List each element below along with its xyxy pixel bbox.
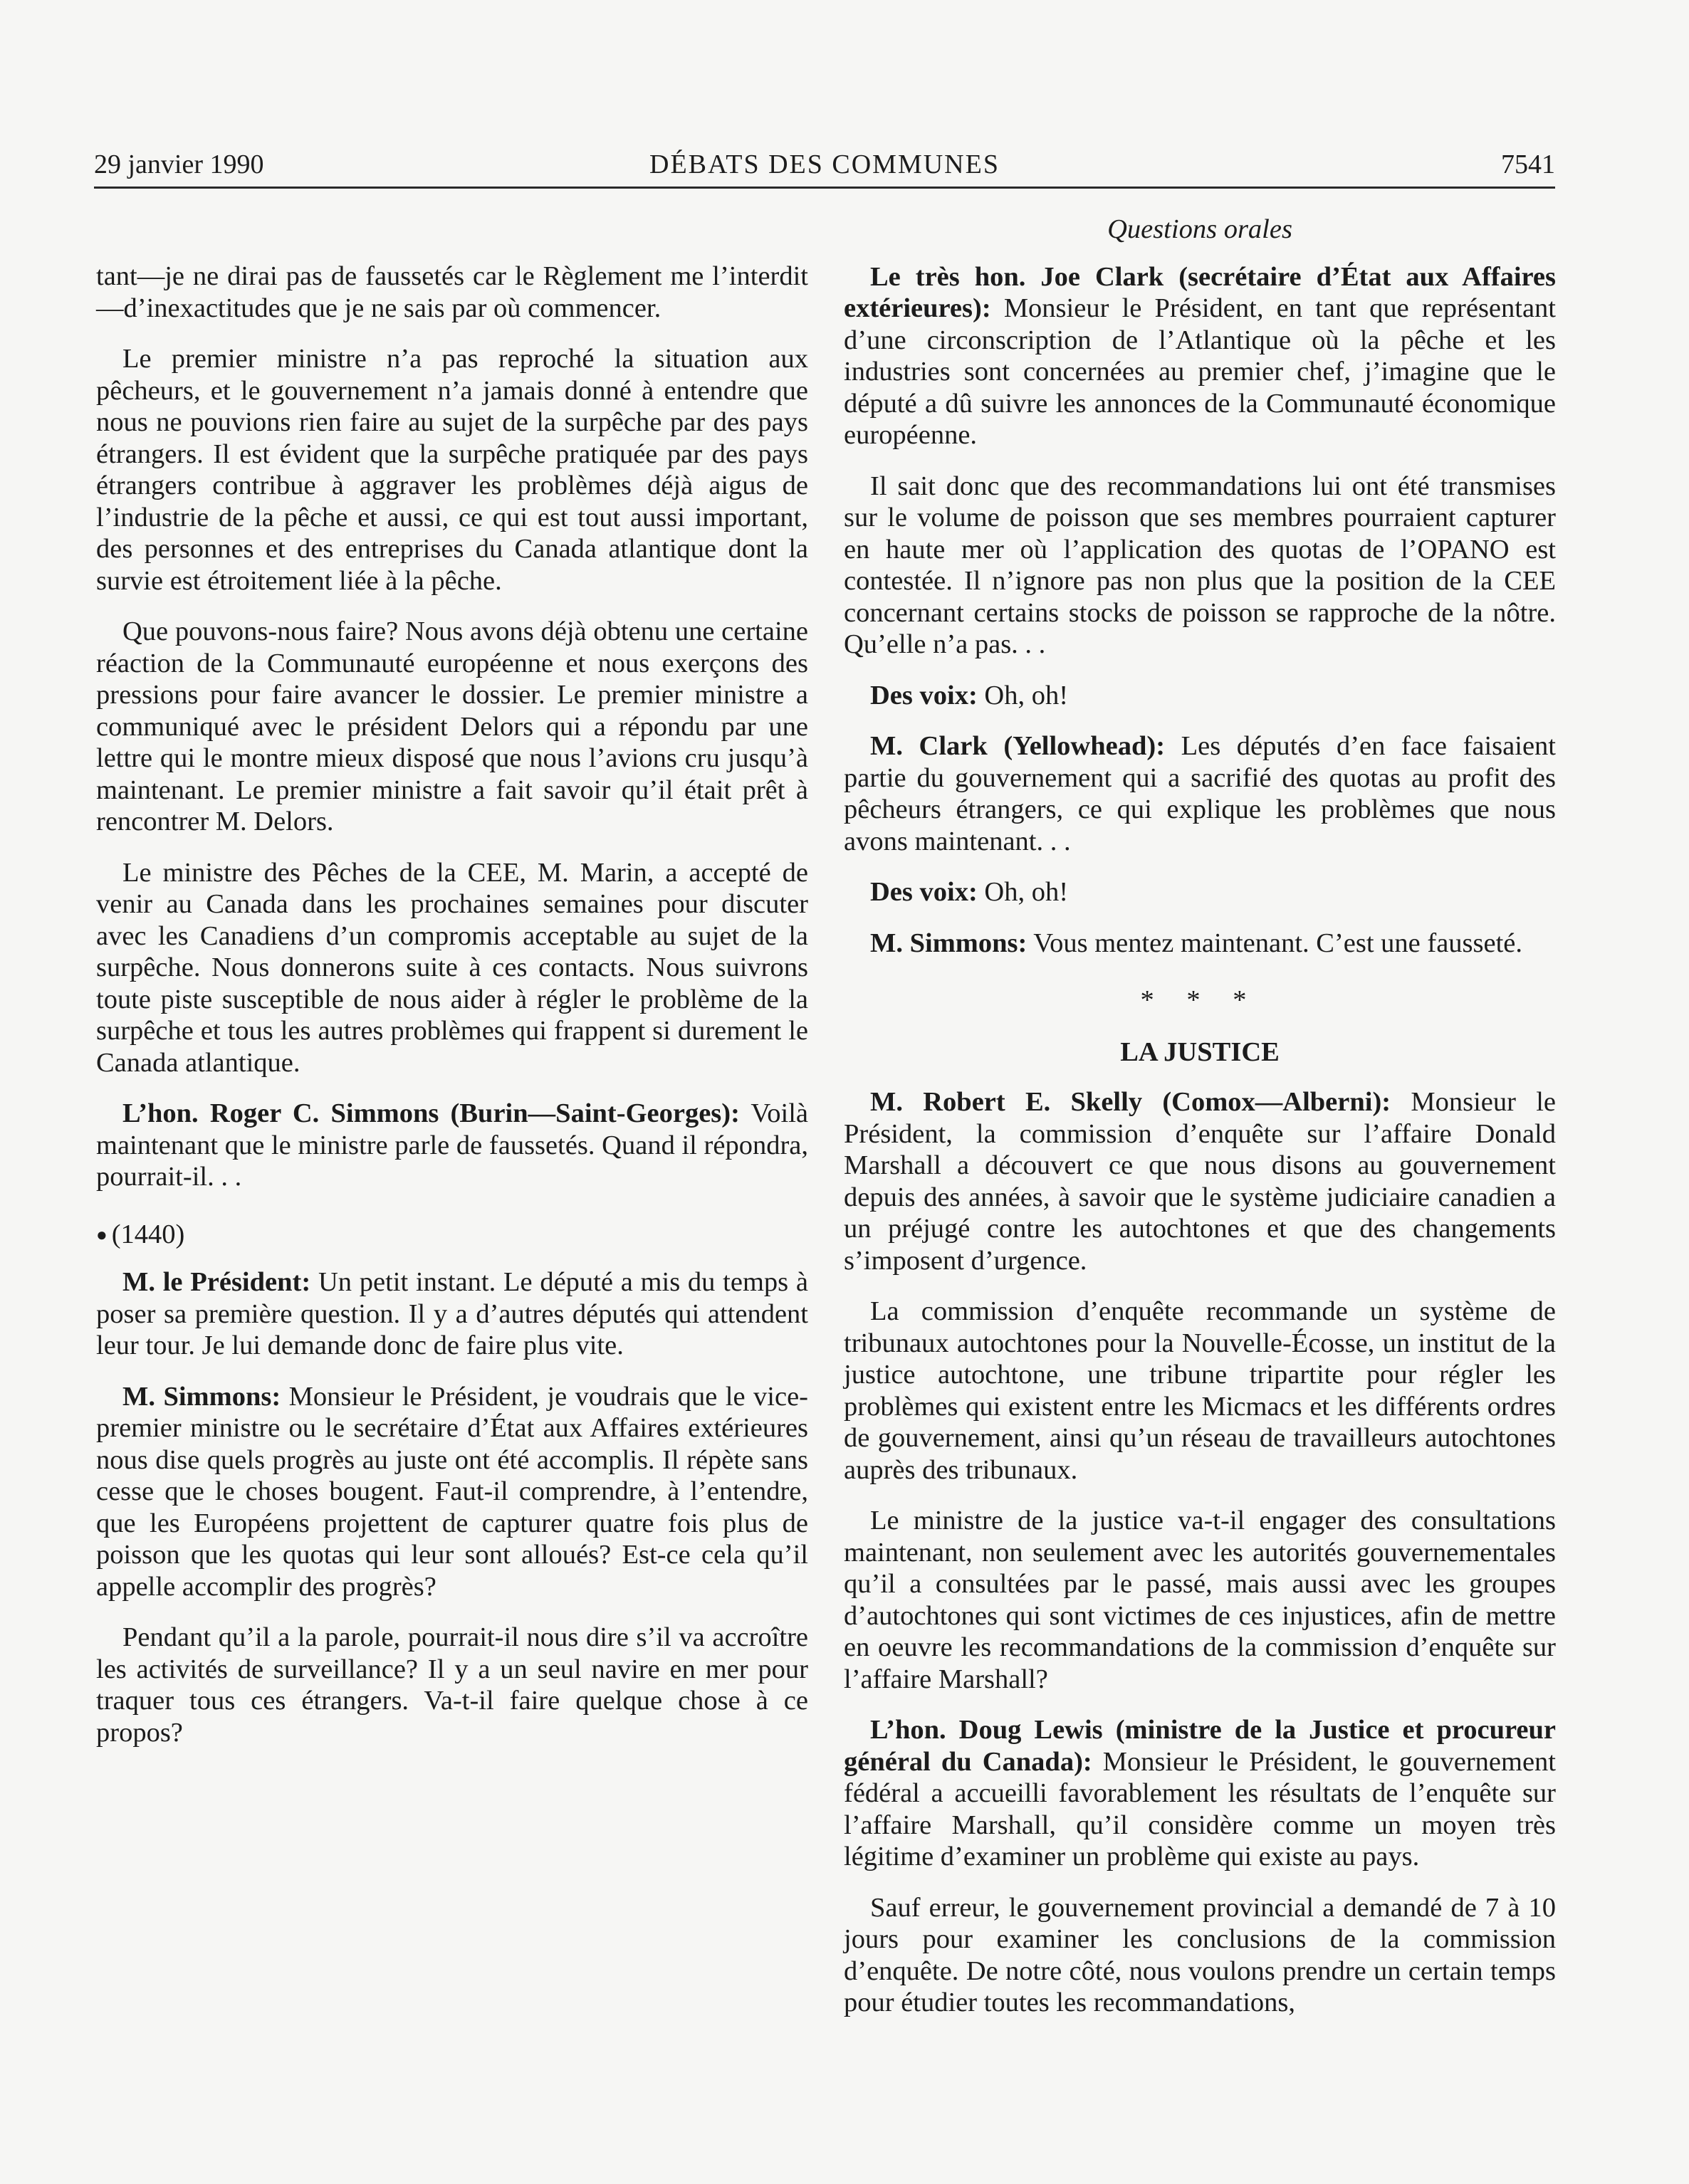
- speech-text: Monsieur le Président, en tant que représentant d’une circonscription de l’Atlantique où la pêche et les industries sont concernées au premier chef, j’imagine que le député a dû suivre les annonces de la Communauté économique européenne.: [844, 293, 1556, 450]
- speech-text: Monsieur le Président, je voudrais que le vice-premier ministre ou le secrétaire d’État aux Affaires extérieures nous dise quels progrès au juste ont été accomplis. Il répète sans cesse que le choses bougent. Faut-il comprendre, à l’entendre, que les Européens projettent de capturer quatre fois plus de poisson que les quotas qui leur sont alloués? Est-ce cela qu’il appelle accomplir des progrès?: [96, 1381, 808, 1602]
- section-label: Questions orales: [1107, 214, 1292, 244]
- speech: [96, 1266, 808, 1362]
- speaker-name: Des voix:: [870, 877, 978, 907]
- speech-text: Un petit instant. Le député a mis du temps à poser sa première question. Il y a d’autres députés qui attendent leur tour. Je lui demande donc de faire plus vite.: [96, 1267, 808, 1360]
- bullet-icon: ●: [96, 1224, 108, 1245]
- speech: [96, 1381, 808, 1603]
- section-separator: * * *: [1140, 985, 1260, 1015]
- speech-text: Oh, oh!: [977, 877, 1069, 907]
- paragraph: Le ministre de la justice va-t-il engager des consultations maintenant, non seulement avec les autorités gouvernementales qu’il a consultées par le passé, mais aussi avec les groupes d’autochtones qui sont victimes de ces injustices, afin de mettre en oeuvre les recommandations de la commission d’enquête sur l’affaire Marshall?: [844, 1506, 1556, 1694]
- timestamp: [96, 1219, 808, 1251]
- paragraph: Que pouvons-nous faire? Nous avons déjà obtenu une certaine réaction de la Communauté européenne et nous exerçons des pressions pour faire avancer le dossier. Le premier ministre a communiqué avec le président Delors qui a répondu par une lettre qui le montre mieux disposé que nous l’avions cru jusqu’à maintenant. Le premier ministre a fait savoir qu’il était prêt à rencontrer M. Delors.: [96, 616, 808, 836]
- speech-text: Les députés d’en face faisaient partie du gouvernement qui a sacrifié des quotas au profit des pêcheurs étrangers, ce qui explique les problèmes que nous avons maintenant. . .: [844, 731, 1556, 856]
- speech: [844, 261, 1556, 451]
- paragraph: Il sait donc que des recommandations lui ont été transmises sur le volume de poisson que ses membres pourraient capturer en haute mer où l’application des quotas de l’OPANO est contestée. Il n’ignore pas non plus que la position de la CEE concernant certains stocks de poisson se rapproche de la nôtre. Qu’elle n’a pas. . .: [844, 471, 1556, 659]
- speaker-name: M. le Président:: [122, 1267, 311, 1297]
- speech: [844, 928, 1556, 960]
- paragraph: Le ministre des Pêches de la CEE, M. Marin, a accepté de venir au Canada dans les prochaines semaines pour discuter avec les Canadiens d’un compromis acceptable au sujet de la surpêche. Nous donnerons suite à ces contacts. Nous suivrons toute piste susceptible de nous aider à régler le problème de la surpêche et tous les autres problèmes qui frappent si durement le Canada atlantique.: [96, 857, 808, 1078]
- speech-text: Oh, oh!: [977, 680, 1069, 710]
- speaker-name: Des voix:: [870, 680, 978, 710]
- speech: [96, 1098, 808, 1193]
- speech: [844, 1086, 1556, 1276]
- paragraph: La commission d’enquête recommande un système de tribunaux autochtones pour la Nouvelle-Écosse, un institut de la justice autochtone, une tribune tripartite pour régler les problèmes qui existent entre les Micmacs et les différents ordres de gouvernement, ainsi qu’un réseau de travailleurs autochtones auprès des tribunaux.: [844, 1296, 1556, 1485]
- speech: [844, 730, 1556, 857]
- speaker-name: M. Robert E. Skelly (Comox—Alberni):: [870, 1087, 1391, 1117]
- left-column: [96, 261, 808, 1768]
- speaker-name: L’hon. Doug Lewis (ministre de la Justice et procureur général du Canada):: [844, 1715, 1556, 1777]
- speech-text: Monsieur le Président, le gouvernement fédéral a accueilli favorablement les résultats de l’enquête sur l’affaire Marshall, qu’il considère comme un moyen très légitime d’examiner un problème qui existe au pays.: [844, 1746, 1556, 1871]
- speech: [844, 1714, 1556, 1873]
- paragraph: Sauf erreur, le gouvernement provincial a demandé de 7 à 10 jours pour examiner les conclusions de la commission d’enquête. De notre côté, nous voulons prendre un certain temps pour étudier toutes les recommandations,: [844, 1892, 1556, 2017]
- header-title: DÉBATS DES COMMUNES: [649, 149, 1000, 179]
- timestamp-text: (1440): [111, 1219, 185, 1249]
- speech-text: Voilà maintenant que le ministre parle de faussetés. Quand il répondra, pourrait-il. . .: [96, 1098, 808, 1192]
- page-number: 7541: [1501, 149, 1555, 179]
- speaker-name: M. Simmons:: [870, 928, 1027, 958]
- right-column: [844, 214, 1556, 2038]
- page-header: [94, 142, 1555, 189]
- paragraph: tant—je ne dirai pas de faussetés car le Règlement me l’interdit—d’inexactitudes que je ne sais par où commencer.: [96, 261, 808, 323]
- speaker-name: M. Clark (Yellowhead):: [870, 731, 1166, 761]
- speech-text: Vous mentez maintenant. C’est une fausseté.: [1027, 928, 1523, 958]
- speech: [844, 680, 1556, 712]
- header-date: 29 janvier 1990: [94, 149, 264, 179]
- speech: [844, 876, 1556, 908]
- paragraph: Le premier ministre n’a pas reproché la situation aux pêcheurs, et le gouvernement n’a jamais donné à entendre que nous ne pouvions rien faire au sujet de la surpêche par des pays étrangers. Il est évident que la surpêche pratiquée par des pays étrangers contribue à aggraver les problèmes déjà aigus de l’industrie de la pêche et aussi, ce qui est tout aussi important, des personnes et des entreprises du Canada atlantique dont la survie est étroitement liée à la pêche.: [96, 344, 808, 596]
- section-heading: LA JUSTICE: [1120, 1036, 1280, 1067]
- speech-text: Monsieur le Président, la commission d’enquête sur l’affaire Donald Marshall a découvert ce que nous disons au gouvernement depuis des années, à savoir que le système judiciaire canadien a un préjugé contre les autochtones et que des changements s’imposent d’urgence.: [844, 1087, 1557, 1276]
- speaker-name: M. Simmons:: [122, 1381, 281, 1412]
- speaker-name: L’hon. Roger C. Simmons (Burin—Saint-Georges):: [122, 1098, 740, 1128]
- paragraph: Pendant qu’il a la parole, pourrait-il nous dire s’il va accroître les activités de surveillance? Il y a un seul navire en mer pour traquer tous ces étrangers. Va-t-il faire quelque chose à ce propos?: [96, 1622, 808, 1748]
- speaker-name: Le très hon. Joe Clark (secrétaire d’État aux Affaires extérieures):: [844, 261, 1556, 323]
